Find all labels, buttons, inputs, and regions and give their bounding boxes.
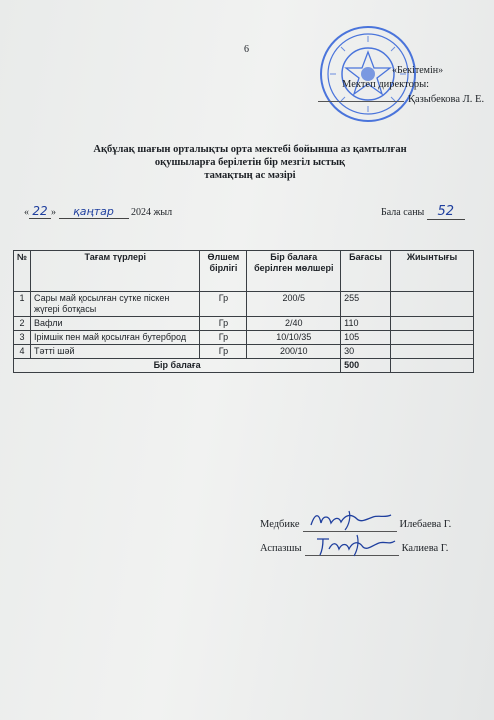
row-total [391,317,474,331]
title-line-3: тамақтың ас мәзірі [204,170,296,181]
nurse-name: Илебаева Г. [399,519,452,530]
date-day: 22 [29,204,51,219]
signature-underline [318,101,404,102]
row-number: 1 [14,292,31,317]
row-unit: Гр [200,317,247,331]
director-name: Қазыбекова Л. Е. [408,94,485,105]
row-unit: Гр [200,331,247,345]
director-signature-line [318,93,484,107]
date-year: 2024 жыл [131,207,173,218]
children-count-value: 52 [427,204,465,220]
row-price: 110 [341,317,391,331]
total-value: 500 [341,359,391,373]
title-line-2: оқушыларға берілетін бір мезгіл ыстық [154,157,346,168]
handwritten-signature-icon [307,533,397,557]
row-number: 4 [14,345,31,359]
signature-nurse [260,518,451,532]
row-dish: Вафли [31,317,200,331]
cook-role: Аспазшы [260,543,302,554]
row-unit: Гр [200,292,247,317]
row-dish: Тәтті шәй [31,345,200,359]
table-total-row [14,359,474,373]
date-open-quote: « [24,207,29,218]
row-unit: Гр [200,345,247,359]
date-close-quote: » [51,207,56,218]
row-number: 2 [14,317,31,331]
header-dish: Тағам түрлері [31,251,200,292]
row-number: 3 [14,331,31,345]
row-portion: 10/10/35 [247,331,341,345]
table-row [14,292,474,317]
document-date [24,204,172,219]
header-unit: Өлшем бірлігі [200,251,247,292]
row-dish: Ірімшік пен май қосылған бутерброд [31,331,200,345]
table-row [14,345,474,359]
nurse-role: Медбике [260,519,300,530]
signature-cook [260,542,448,556]
row-portion: 2/40 [247,317,341,331]
row-total [391,345,474,359]
title-line-1: Ақбұлақ шағын орталықты орта мектебі бойынша аз қамтылған [93,144,407,155]
header-portion: Бір балаға берілген мөлшері [247,251,341,292]
row-price: 105 [341,331,391,345]
nurse-signature-line [303,519,397,532]
date-month: қаңтар [59,205,129,219]
row-price: 30 [341,345,391,359]
table-row [14,317,474,331]
header-total: Жиынтығы [391,251,474,292]
children-count-label: Бала саны [381,207,425,218]
table-row [14,331,474,345]
total-sum-cell [391,359,474,373]
row-dish: Сары май қосылған сутке піскен жүгері ботқасы [31,292,200,317]
total-label: Бір балаға [14,359,341,373]
approval-header: «Бекітемін» [392,65,444,76]
row-portion: 200/5 [247,292,341,317]
document-title [40,143,460,182]
table-header-row [14,251,474,292]
header-number: № [14,251,31,292]
menu-table [13,250,474,373]
cook-signature-line [305,543,399,556]
director-title: Мектеп директоры: [342,79,430,90]
page-number: 6 [244,44,249,55]
handwritten-signature-icon [305,509,395,531]
cook-name: Калиева Г. [401,543,449,554]
row-total [391,292,474,317]
header-price: Бағасы [341,251,391,292]
children-count [381,204,465,220]
row-portion: 200/10 [247,345,341,359]
row-price: 255 [341,292,391,317]
row-total [391,331,474,345]
